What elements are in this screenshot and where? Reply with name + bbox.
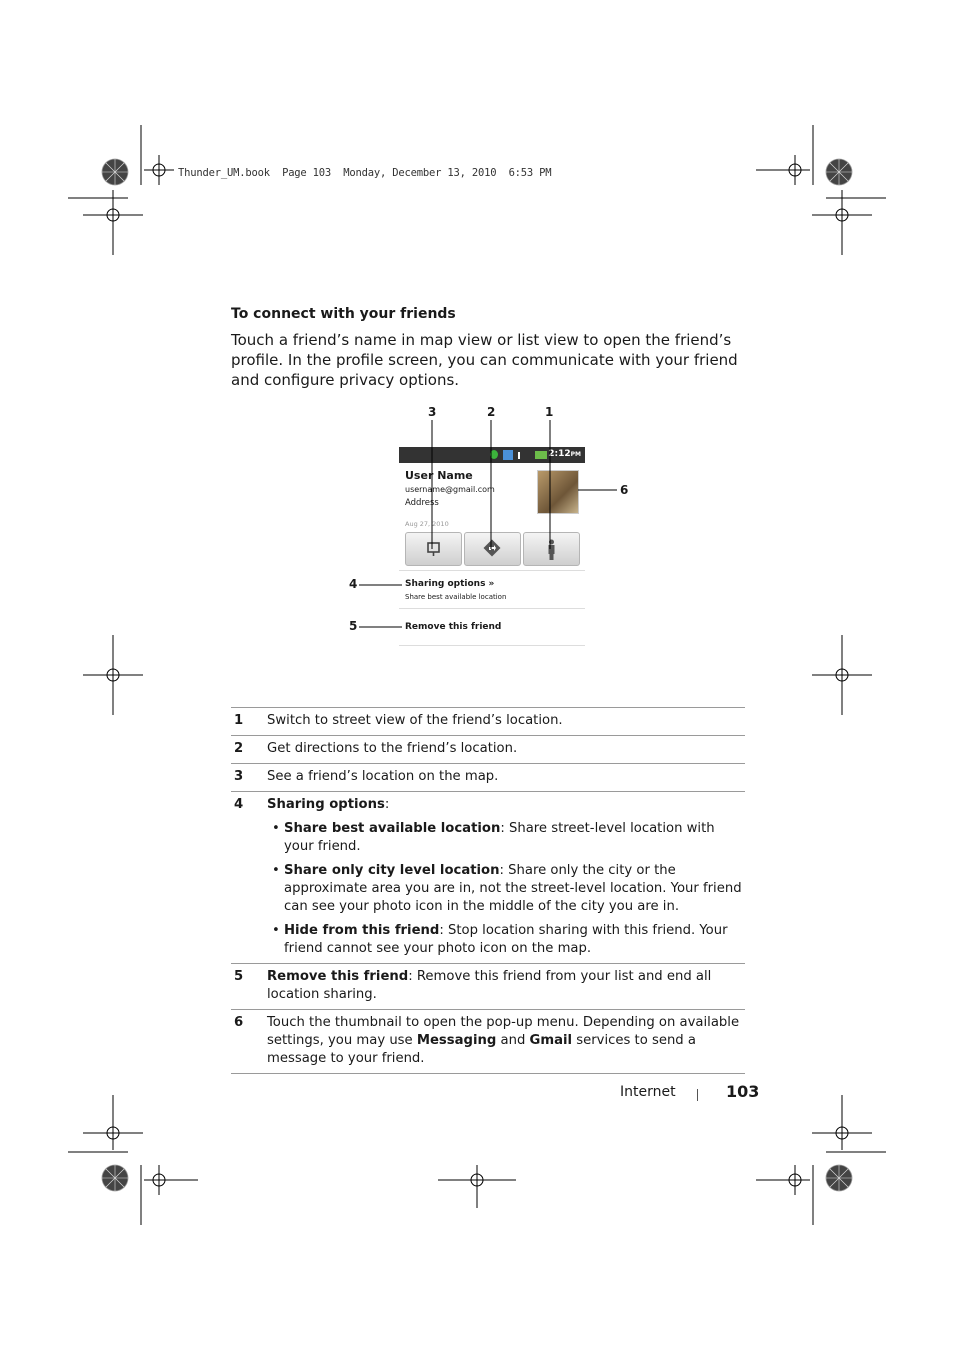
text: and — [496, 1033, 530, 1048]
sharing-options-list — [267, 820, 745, 958]
row-text — [267, 792, 745, 964]
sharing-options-link[interactable]: Sharing options » — [405, 579, 495, 589]
table-row — [231, 708, 745, 736]
callout-4: 4 — [349, 577, 358, 591]
bullet-term: Share only city level location — [284, 863, 500, 878]
page-number: 103 — [726, 1082, 760, 1101]
bullet-text: : Stop location sharing with this friend. Your friend cannot see your photo icon on the map. — [284, 923, 728, 956]
profile-address: Address — [405, 498, 439, 508]
table-row — [231, 964, 745, 1010]
list-item — [267, 820, 745, 856]
term-gmail: Gmail — [529, 1033, 573, 1048]
intro-paragraph: Touch a friend’s name in map view or list view to open the friend’s profile. In the profile screen, you can communicate with your friend and configure privacy options. — [231, 331, 738, 389]
bullet-text: : Share street-level location with your friend. — [284, 821, 715, 854]
section-heading: To connect with your friends — [231, 306, 456, 322]
footer-separator — [697, 1089, 698, 1101]
row-text: Get directions to the friend’s location. — [267, 741, 518, 756]
sharing-options-summary: Share best available location — [405, 593, 507, 601]
status-time: 2:12PM — [548, 449, 581, 459]
bullet-term: Hide from this friend — [284, 923, 440, 938]
sharing-options-term: Sharing options — [267, 797, 385, 812]
table-row — [231, 792, 745, 964]
table-row — [231, 764, 745, 792]
callout-1: 1 — [545, 405, 554, 419]
profile-email: username@gmail.com — [405, 485, 495, 494]
remove-friend-link[interactable]: Remove this friend — [405, 622, 502, 632]
callout-6: 6 — [620, 483, 629, 497]
row-number: 1 — [234, 713, 244, 728]
term: Remove this friend — [267, 969, 409, 984]
row-number: 2 — [234, 741, 244, 756]
row-text — [267, 1010, 745, 1074]
profile-date: Aug 27, 2010 — [405, 520, 449, 528]
footer-section-name: Internet — [620, 1084, 676, 1100]
table-row — [231, 736, 745, 764]
row-text — [267, 964, 745, 1010]
table-row — [231, 1010, 745, 1074]
row-number: 5 — [234, 969, 244, 984]
row-text: See a friend’s location on the map. — [267, 769, 499, 784]
bullet-term: Share best available location — [284, 821, 501, 836]
callout-5: 5 — [349, 619, 358, 633]
callout-description-table — [231, 707, 745, 1074]
list-item — [267, 922, 745, 958]
colon: : — [384, 797, 390, 812]
row-number: 6 — [234, 1015, 244, 1030]
bullet-text: : Share only the city or the approximate area you are in, not the street-level location. Your friend can see your photo icon in the middle of the city you are in. — [284, 863, 742, 914]
description: : Remove this friend from your list and end all location sharing. — [267, 969, 712, 1002]
row-number: 3 — [234, 769, 244, 784]
text: services to send a message to your friend. — [267, 1033, 696, 1066]
list-item — [267, 862, 745, 916]
print-header: Thunder_UM.book Page 103 Monday, December 13, 2010 6:53 PM — [178, 167, 552, 179]
term-messaging: Messaging — [416, 1033, 497, 1048]
callout-3: 3 — [428, 405, 437, 419]
profile-name: User Name — [405, 469, 473, 482]
row-number: 4 — [234, 797, 244, 812]
row-text: Switch to street view of the friend’s location. — [267, 713, 563, 728]
callout-2: 2 — [487, 405, 496, 419]
text: Touch the thumbnail to open the pop-up menu. Depending on available settings, you may use — [267, 1015, 740, 1048]
